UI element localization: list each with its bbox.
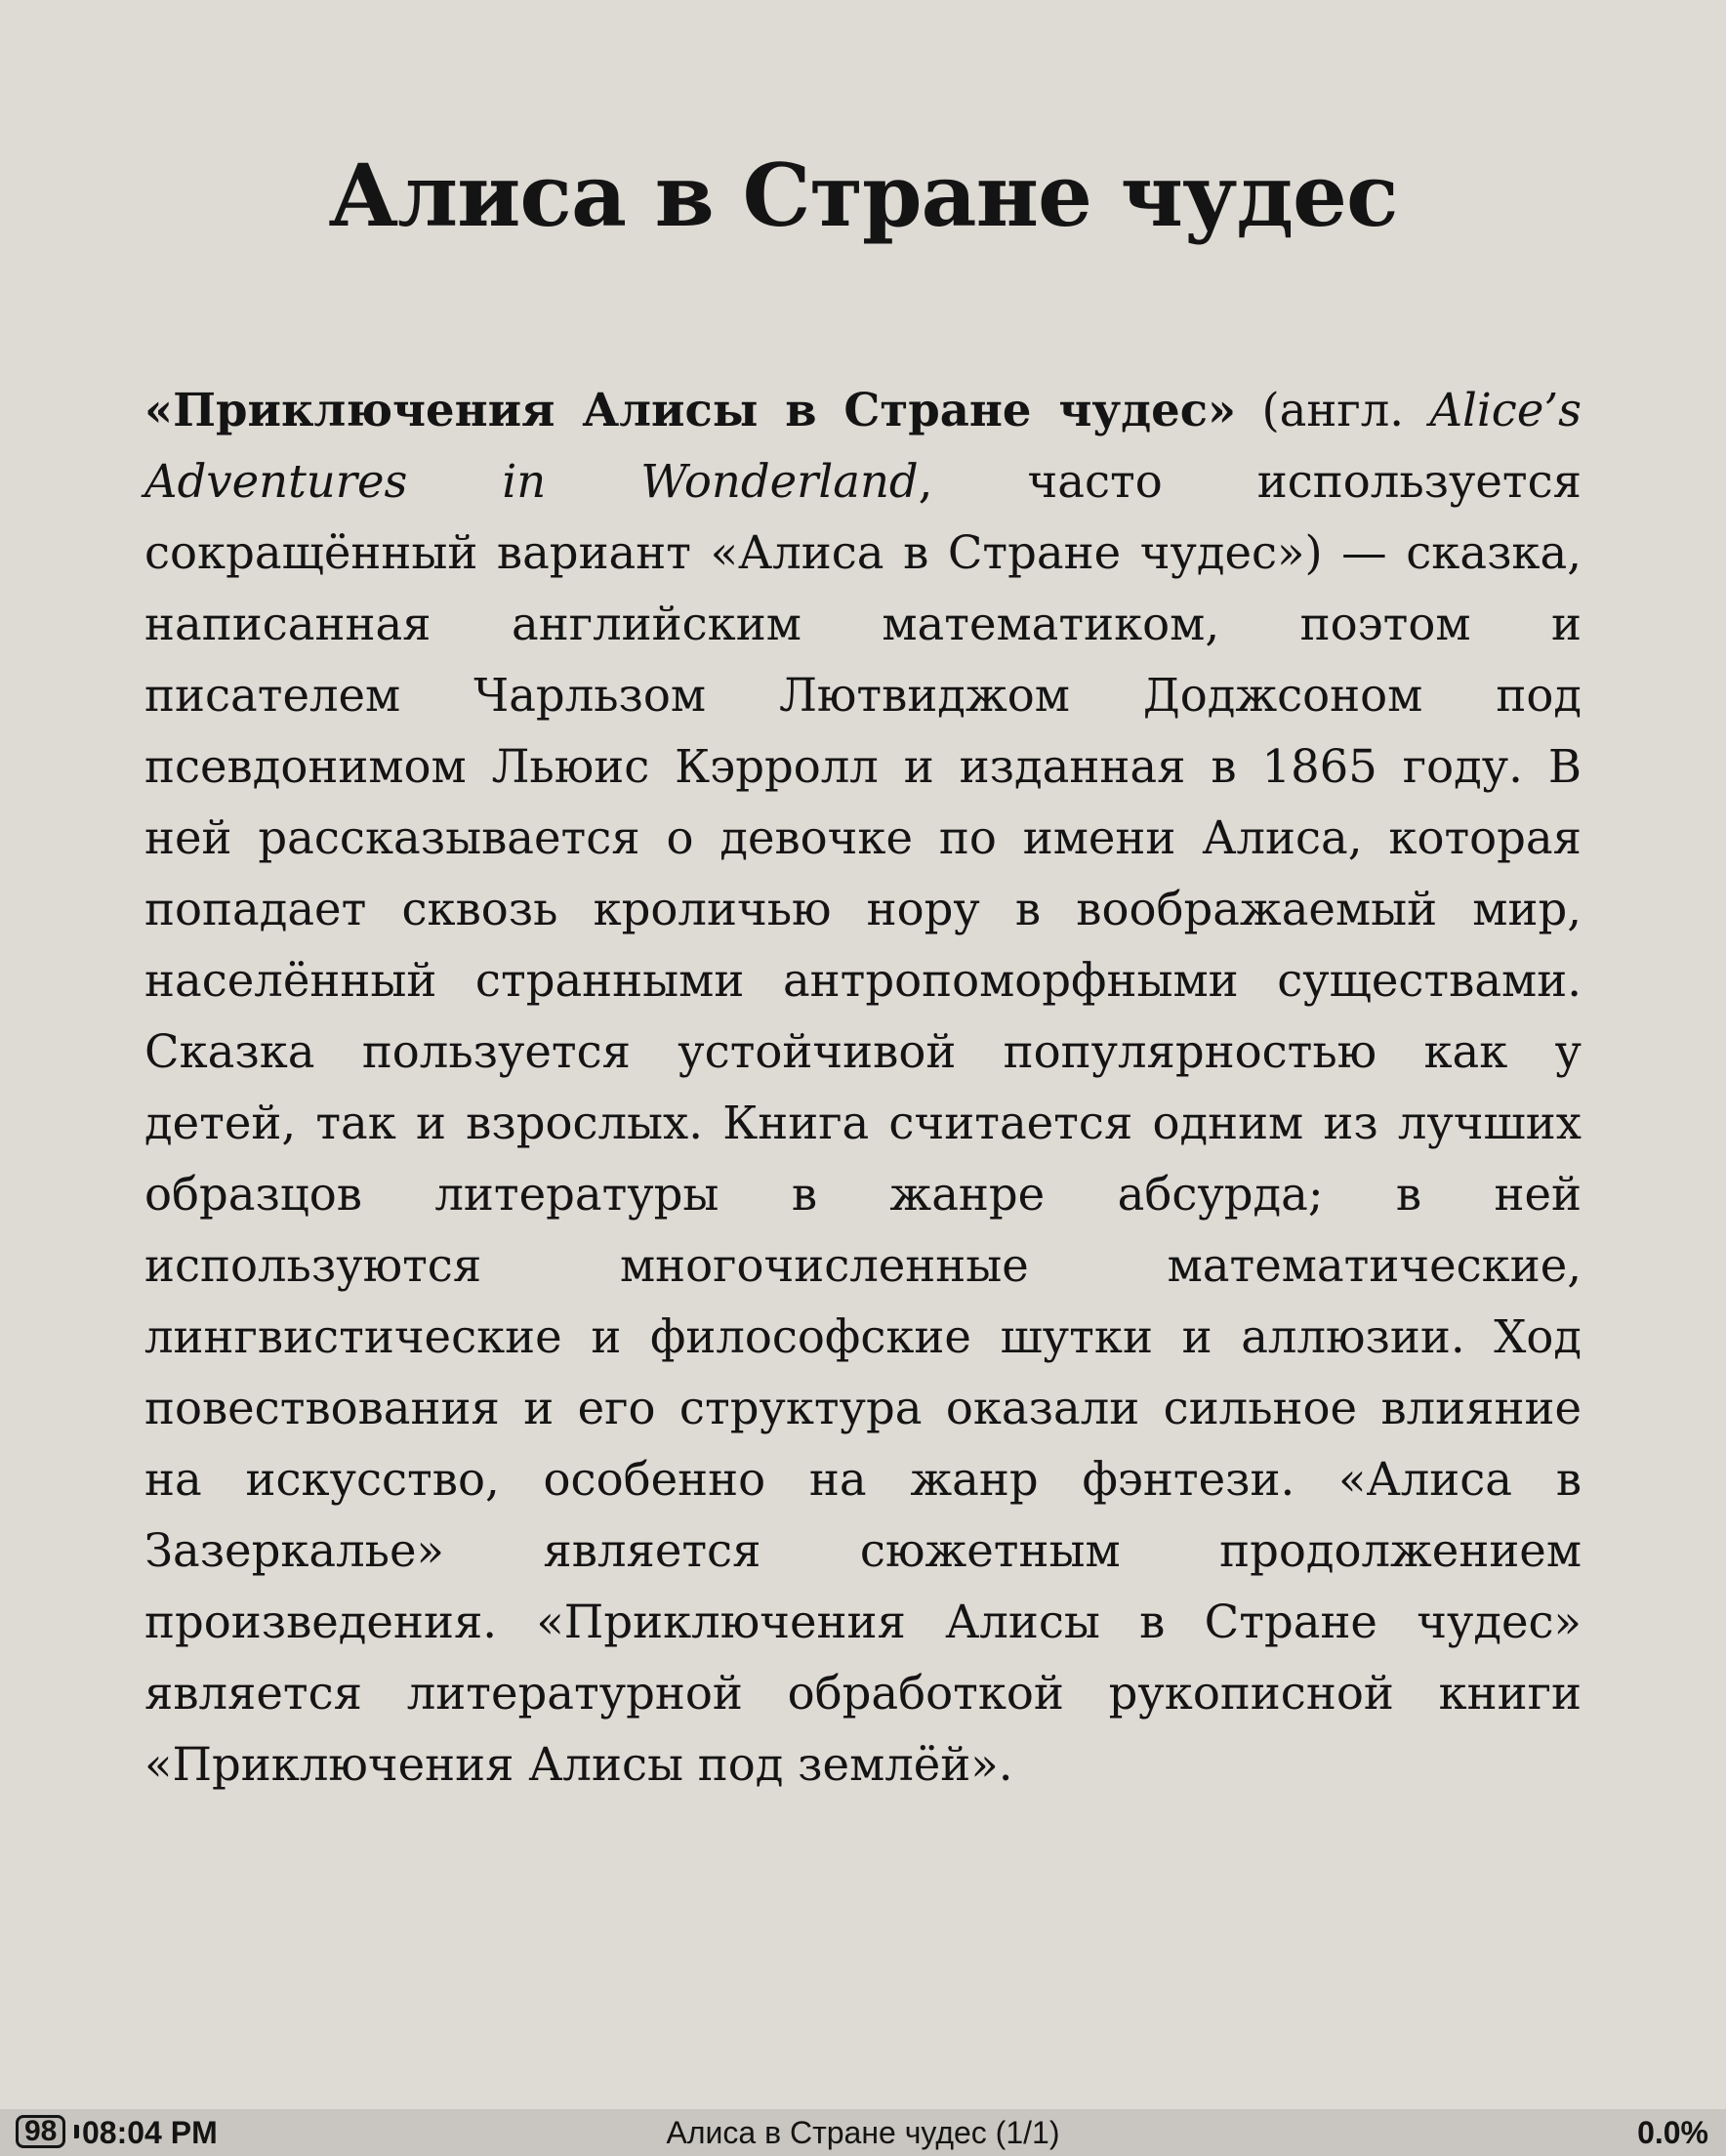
article-paragraph [144,374,1582,1801]
body-text: , часто используется сокращённый вариант «Алиса в Стране чудес») — сказка, написанная английским математиком, поэтом и писателем Чарльзом Лютвиджом Доджсоном под псевдонимом Льюис Кэрролл и изданная в 1865 году. В ней рассказывается о девочке по имени Алиса, которая попадает сквозь кроличью нору в воображаемый мир, населённый странными антропоморфными существами. Сказка пользуется устойчивой популярностью как у детей, так и взрослых. Книга считается одним из лучших образцов литературы в жанре абсурда; в ней используются многочисленные математические, лингвистические и философские шутки и аллюзии. Ход повествования и его структура оказали сильное влияние на искусство, особенно на жанр фэнтези. «Алиса в Зазеркалье» является сюжетным продолжением произведения. «Приключения Алисы в Стране чудес» является литературной обработкой рукописной книги «Приключения Алисы под землёй». [144,455,1582,1791]
bold-intro: «Приключения Алисы в Стране чудес» [144,383,1237,436]
chapter-title: Алиса в Стране чудес [328,145,1398,246]
english-title: Alice’s Adventures in Wonderland [144,384,1582,508]
status-bar [0,2109,1726,2156]
chapter-indicator: Алиса в Стране чудес (1/1) [666,2115,1060,2150]
reading-progress: 0.0% [1637,2115,1708,2150]
battery-icon: 98 [16,2115,65,2148]
paren-open-text: (англ. [1236,384,1430,436]
clock: 08:04 PM [82,2115,218,2150]
